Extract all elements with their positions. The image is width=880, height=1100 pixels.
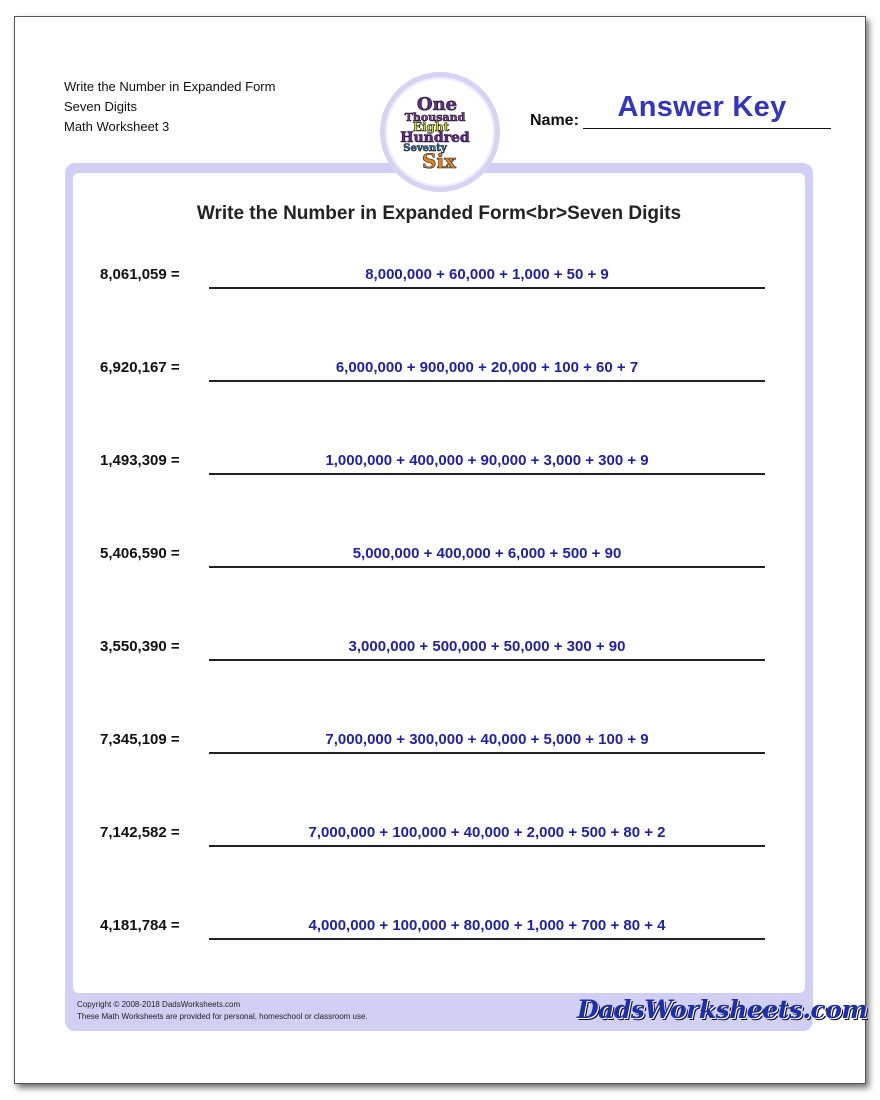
worksheet-header (64, 77, 275, 137)
worksheet-body (73, 173, 805, 993)
problem-answer: 7,000,000 + 100,000 + 40,000 + 2,000 + 500 + 80 + 2 (308, 824, 666, 841)
problem-answer: 4,000,000 + 100,000 + 80,000 + 1,000 + 700 + 80 + 4 (308, 917, 666, 934)
problem-row (73, 266, 805, 296)
dadsworksheets-logo[interactable]: DadsWorksheets.com (577, 995, 868, 1024)
footer-copyright (77, 999, 368, 1023)
answer-line (209, 287, 765, 289)
header-title: Write the Number in Expanded Form (64, 79, 276, 94)
logo-word: Seventy (403, 143, 447, 154)
answer-line (209, 659, 765, 661)
answer-line (209, 752, 765, 754)
problem-row (73, 824, 805, 854)
logo-art (385, 77, 485, 177)
problem-number: 6,920,167 = (100, 359, 180, 376)
problem-number: 8,061,059 = (100, 266, 180, 283)
problem-answer: 3,000,000 + 500,000 + 50,000 + 300 + 90 (348, 638, 626, 655)
header-subtitle: Seven Digits (64, 99, 137, 114)
usage-notice: These Math Worksheets are provided for personal, homeschool or classroom use. (77, 1012, 368, 1021)
problem-row (73, 917, 805, 947)
problem-row (73, 545, 805, 575)
problem-row (73, 638, 805, 668)
logo-word: Six (422, 149, 456, 173)
problem-row (73, 731, 805, 761)
worksheet-title: Write the Number in Expanded Form<br>Seven Digits (196, 203, 682, 224)
logo-word: Eight (412, 120, 450, 134)
header-worksheet-number: Math Worksheet 3 (64, 119, 170, 134)
copyright-text: Copyright © 2008-2018 DadsWorksheets.com (77, 1000, 241, 1009)
logo-word: One (416, 94, 458, 115)
problem-row (73, 452, 805, 482)
problem-row (73, 359, 805, 389)
name-label: Name: (530, 112, 579, 129)
answer-line (209, 845, 765, 847)
name-line (583, 128, 831, 129)
logo-word: Hundred (400, 130, 470, 146)
problem-answer: 6,000,000 + 900,000 + 20,000 + 100 + 60 + 7 (335, 359, 639, 376)
number-words-logo (380, 72, 500, 192)
answer-line (209, 938, 765, 940)
problem-answer: 5,000,000 + 400,000 + 6,000 + 500 + 90 (352, 545, 622, 562)
problem-answer: 8,000,000 + 60,000 + 1,000 + 50 + 9 (365, 266, 609, 283)
problem-number: 4,181,784 = (100, 917, 180, 934)
problem-number: 1,493,309 = (100, 452, 180, 469)
answer-line (209, 473, 765, 475)
problem-number: 7,345,109 = (100, 731, 180, 748)
worksheet-page (14, 16, 866, 1084)
problem-number: 7,142,582 = (100, 824, 180, 841)
problem-number: 5,406,590 = (100, 545, 180, 562)
logo-word: Thousand (404, 111, 466, 124)
answer-key-label: Answer Key (617, 91, 787, 123)
problem-answer: 1,000,000 + 400,000 + 90,000 + 3,000 + 300 + 9 (325, 452, 649, 469)
problem-answer: 7,000,000 + 300,000 + 40,000 + 5,000 + 100 + 9 (325, 731, 649, 748)
answer-line (209, 380, 765, 382)
answer-line (209, 566, 765, 568)
problem-number: 3,550,390 = (100, 638, 180, 655)
